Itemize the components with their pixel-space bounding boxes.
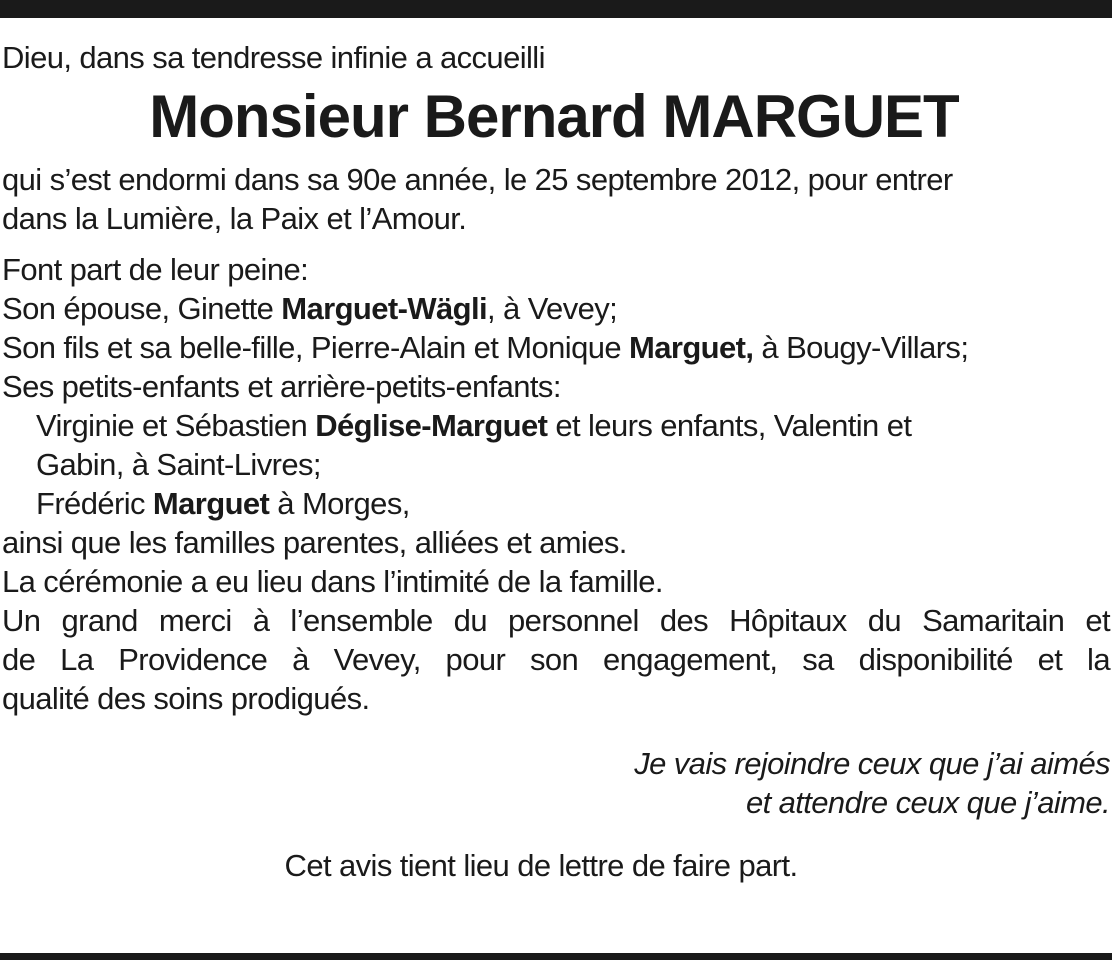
family-section xyxy=(2,250,1110,718)
family-name-bold: Marguet-Wägli xyxy=(281,291,488,326)
relatives-line: ainsi que les familles parentes, alliées et amies. xyxy=(2,525,627,560)
text-after: à Bougy-Villars; xyxy=(753,330,969,365)
family-name-bold: Déglise-Marguet xyxy=(315,408,548,443)
thanks-line: Un grand merci à l’ensemble du personnel des Hôpitaux du Samaritain et xyxy=(2,603,1110,638)
text-after: et leurs enfants, Valentin et xyxy=(547,408,912,443)
closing-quote xyxy=(2,744,1110,822)
ceremony-line: La cérémonie a eu lieu dans l’intimité de la famille. xyxy=(2,564,663,599)
family-name-bold: Marguet xyxy=(152,486,270,521)
intro-line: Dieu, dans sa tendresse infinie a accueilli xyxy=(2,40,545,75)
quote-line: Je vais rejoindre ceux que j’ai aimés xyxy=(634,746,1110,781)
family-member-grandchild-continuation: Gabin, à Saint-Livres; xyxy=(36,447,321,482)
thanks-line: qualité des soins prodigués. xyxy=(2,681,370,716)
family-member-spouse xyxy=(2,289,1110,328)
family-heading: Font part de leur peine: xyxy=(2,252,309,287)
grandchildren-heading: Ses petits-enfants et arrière-petits-enfants: xyxy=(2,369,561,404)
text-after: , à Vevey; xyxy=(487,291,618,326)
thanks-line: de La Providence à Vevey, pour son engagement, sa disponibilité et la xyxy=(2,642,1110,677)
closing-notice: Cet avis tient lieu de lettre de faire part. xyxy=(284,848,798,883)
obituary-notice xyxy=(2,38,1110,885)
text-before: Son épouse, Ginette xyxy=(2,291,282,326)
deceased-name: Monsieur Bernard MARGUET xyxy=(149,83,959,150)
announcement-line: qui s’est endormi dans sa 90e année, le 25 septembre 2012, pour entrer xyxy=(2,162,953,197)
family-member-grandchild xyxy=(2,484,1110,523)
top-border-rule xyxy=(0,0,1112,18)
family-member-son xyxy=(2,328,1110,367)
text-before: Son fils et sa belle-fille, Pierre-Alain et Monique xyxy=(2,330,630,365)
bottom-border-rule xyxy=(0,953,1112,960)
text-after: à Morges, xyxy=(269,486,410,521)
text-before: Frédéric xyxy=(36,486,153,521)
announcement-line: dans la Lumière, la Paix et l’Amour. xyxy=(2,201,467,236)
family-member-grandchild xyxy=(2,406,1110,445)
family-name-bold: Marguet, xyxy=(629,330,754,365)
announcement-paragraph xyxy=(2,160,1110,238)
text-before: Virginie et Sébastien xyxy=(36,408,316,443)
quote-line: et attendre ceux que j’aime. xyxy=(745,785,1110,820)
